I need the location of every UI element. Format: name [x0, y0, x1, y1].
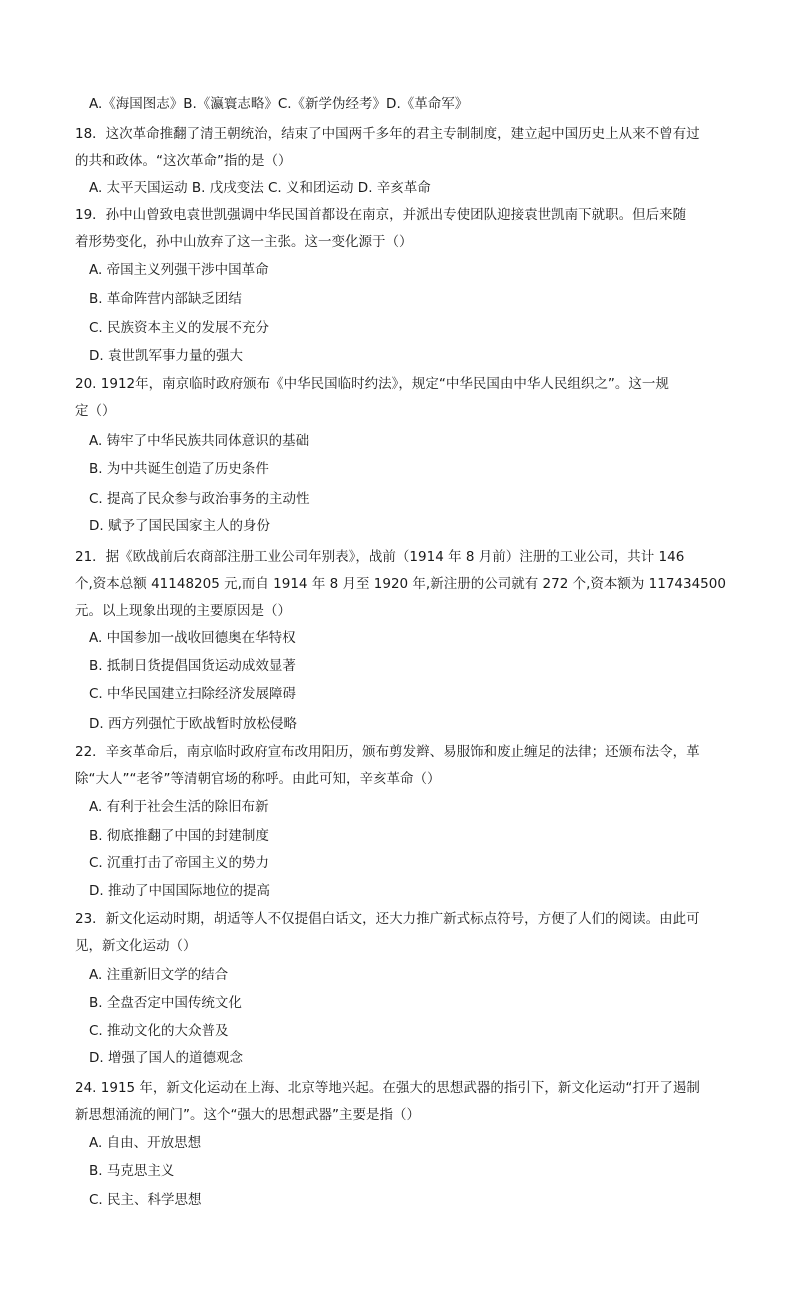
question-23-option-a: A. 注重新旧文学的结合 [89, 967, 229, 983]
question-18-options: A. 太平天国运动 B. 戊戌变法 C. 义和团运动 D. 辛亥革命 [89, 180, 431, 196]
question-24-text: 24. 1915 年，新文化运动在上海、北京等地兴起。在强大的思想武器的指引下，新文化运动“打开了遏制 [75, 1080, 700, 1096]
question-23-option-c: C. 推动文化的大众普及 [89, 1023, 229, 1039]
question-20-option-c: C. 提高了民众参与政治事务的主动性 [89, 491, 310, 507]
question-21-option-a: A. 中国参加一战收回德奥在华特权 [89, 630, 296, 646]
question-19-text-cont: 着形势变化，孙中山放弃了这一主张。这一变化源于（） [75, 234, 413, 250]
question-21-text-cont2: 元。以上现象出现的主要原因是（） [75, 603, 291, 619]
answer-options-line: A.《海国图志》B.《瀛寰志略》C.《新学伪经考》D.《革命军》 [89, 96, 469, 112]
question-22-option-a: A. 有利于社会生活的除旧布新 [89, 799, 269, 815]
question-20-text: 20. 1912年，南京临时政府颁布《中华民国临时约法》，规定“中华民国由中华人民组织之”。这一规 [75, 376, 669, 392]
question-22-text-cont: 除“大人”“老爷”等清朝官场的称呼。由此可知，辛亥革命（） [75, 771, 441, 787]
question-20-option-b: B. 为中共诞生创造了历史条件 [89, 461, 269, 477]
question-19-option-c: C. 民族资本主义的发展不充分 [89, 320, 270, 336]
question-21-option-b: B. 抵制日货提倡国货运动成效显著 [89, 658, 296, 674]
question-24-option-c: C. 民主、科学思想 [89, 1192, 202, 1208]
question-22-option-c: C. 沉重打击了帝国主义的势力 [89, 855, 270, 871]
question-24-text-cont: 新思想涌流的闸门”。这个“强大的思想武器”主要是指（） [75, 1107, 420, 1123]
question-23-option-d: D. 增强了国人的道德观念 [89, 1050, 243, 1066]
question-19-option-b: B. 革命阵营内部缺乏团结 [89, 291, 242, 307]
question-21-text: 21．据《欧战前后农商部注册工业公司年别表》，战前（1914 年 8 月前）注册的工业公司，共计 146 [75, 549, 685, 565]
question-20-text-cont: 定（） [75, 403, 116, 419]
question-23-text-cont: 见，新文化运动（） [75, 938, 197, 954]
question-24-option-a: A. 自由、开放思想 [89, 1135, 202, 1151]
question-19-option-d: D. 袁世凯军事力量的强大 [89, 348, 243, 364]
question-21-text-cont: 个,资本总额 41148205 元,而自 1914 年 8 月至 1920 年,新注册的公司就有 272 个,资本额为 117434500 [75, 576, 726, 592]
question-19-option-a: A. 帝国主义列强干涉中国革命 [89, 262, 269, 278]
question-22-option-b: B. 彻底推翻了中国的封建制度 [89, 828, 269, 844]
question-23-text: 23．新文化运动时期，胡适等人不仅提倡白话文，还大力推广新式标点符号，方便了人们的阅读。由此可 [75, 911, 700, 927]
question-20-option-d: D. 赋予了国民国家主人的身份 [89, 518, 270, 534]
question-18-text: 18．这次革命推翻了清王朝统治，结束了中国两千多年的君主专制制度，建立起中国历史上从来不曾有过 [75, 126, 700, 142]
question-23-option-b: B. 全盘否定中国传统文化 [89, 995, 242, 1011]
question-24-option-b: B. 马克思主义 [89, 1163, 175, 1179]
question-21-option-c: C. 中华民国建立扫除经济发展障碍 [89, 686, 297, 702]
question-20-option-a: A. 铸牢了中华民族共同体意识的基础 [89, 433, 310, 449]
question-22-option-d: D. 推动了中国国际地位的提高 [89, 883, 270, 899]
question-22-text: 22．辛亥革命后，南京临时政府宣布改用阳历，颁布剪发辫、易服饰和废止缠足的法律；还颁布法令，革 [75, 744, 700, 760]
question-18-text-cont: 的共和政体。“这次革命”指的是（） [75, 153, 292, 169]
question-19-text: 19．孙中山曾致电袁世凯强调中华民国首都设在南京，并派出专使团队迎接袁世凯南下就职。但后来随 [75, 207, 687, 223]
question-21-option-d: D. 西方列强忙于欧战暂时放松侵略 [89, 716, 297, 732]
